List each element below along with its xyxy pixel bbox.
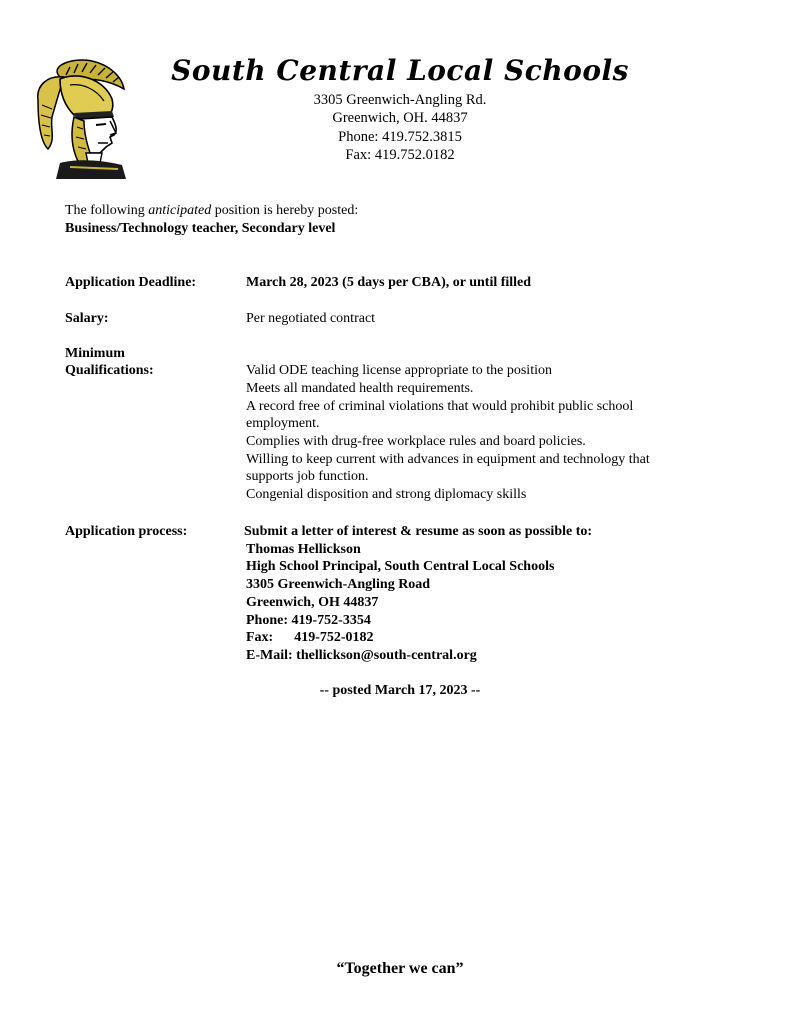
contact-fax: Fax: 419-752-0182 <box>246 630 374 645</box>
application-instruction: Submit a letter of interest & resume as soon as possible to: <box>244 524 593 539</box>
qualification-line: Willing to keep current with advances in equipment and technology that <box>246 452 650 467</box>
qualification-line: Complies with drug-free workplace rules and board policies. <box>246 434 586 449</box>
contact-name: Thomas Hellickson <box>246 542 361 557</box>
address-fax: Fax: 419.752.0182 <box>345 147 455 163</box>
intro-emphasis: anticipated <box>148 203 212 218</box>
address-city: Greenwich, OH. 44837 <box>332 110 468 126</box>
qualification-line: A record free of criminal violations that would prohibit public school <box>246 399 634 414</box>
school-name: South Central Local Schools <box>171 54 629 87</box>
salary-label: Salary: <box>65 311 109 326</box>
posted-date: -- posted March 17, 2023 -- <box>319 683 481 698</box>
address-phone: Phone: 419.752.3815 <box>338 129 462 145</box>
intro-suffix: position is hereby posted: <box>211 203 359 218</box>
footer-motto: “Together we can” <box>336 960 464 977</box>
qualifications-label-line2: Qualifications: <box>65 363 154 378</box>
position-title: Business/Technology teacher, Secondary level <box>65 221 336 236</box>
contact-street: 3305 Greenwich-Angling Road <box>246 577 431 592</box>
qualification-line: Meets all mandated health requirements. <box>246 381 474 396</box>
posting-intro <box>65 202 358 220</box>
intro-prefix: The following <box>65 203 149 218</box>
application-label: Application process: <box>65 524 188 539</box>
address-street: 3305 Greenwich-Angling Rd. <box>313 92 487 108</box>
qualification-line: Congenial disposition and strong diplomacy skills <box>246 487 527 502</box>
deadline-value: March 28, 2023 (5 days per CBA), or until filled <box>246 275 532 290</box>
contact-phone: Phone: 419-752-3354 <box>246 613 371 628</box>
contact-city: Greenwich, OH 44837 <box>246 595 379 610</box>
qualification-line: Valid ODE teaching license appropriate to the position <box>246 363 552 378</box>
deadline-label: Application Deadline: <box>65 275 197 290</box>
qualifications-label-line1: Minimum <box>65 346 125 361</box>
qualification-line: employment. <box>246 416 320 431</box>
contact-title: High School Principal, South Central Local Schools <box>246 559 555 574</box>
qualification-line: supports job function. <box>246 469 369 484</box>
salary-value: Per negotiated contract <box>246 311 376 326</box>
contact-email: E-Mail: thellickson@south-central.org <box>246 648 477 663</box>
